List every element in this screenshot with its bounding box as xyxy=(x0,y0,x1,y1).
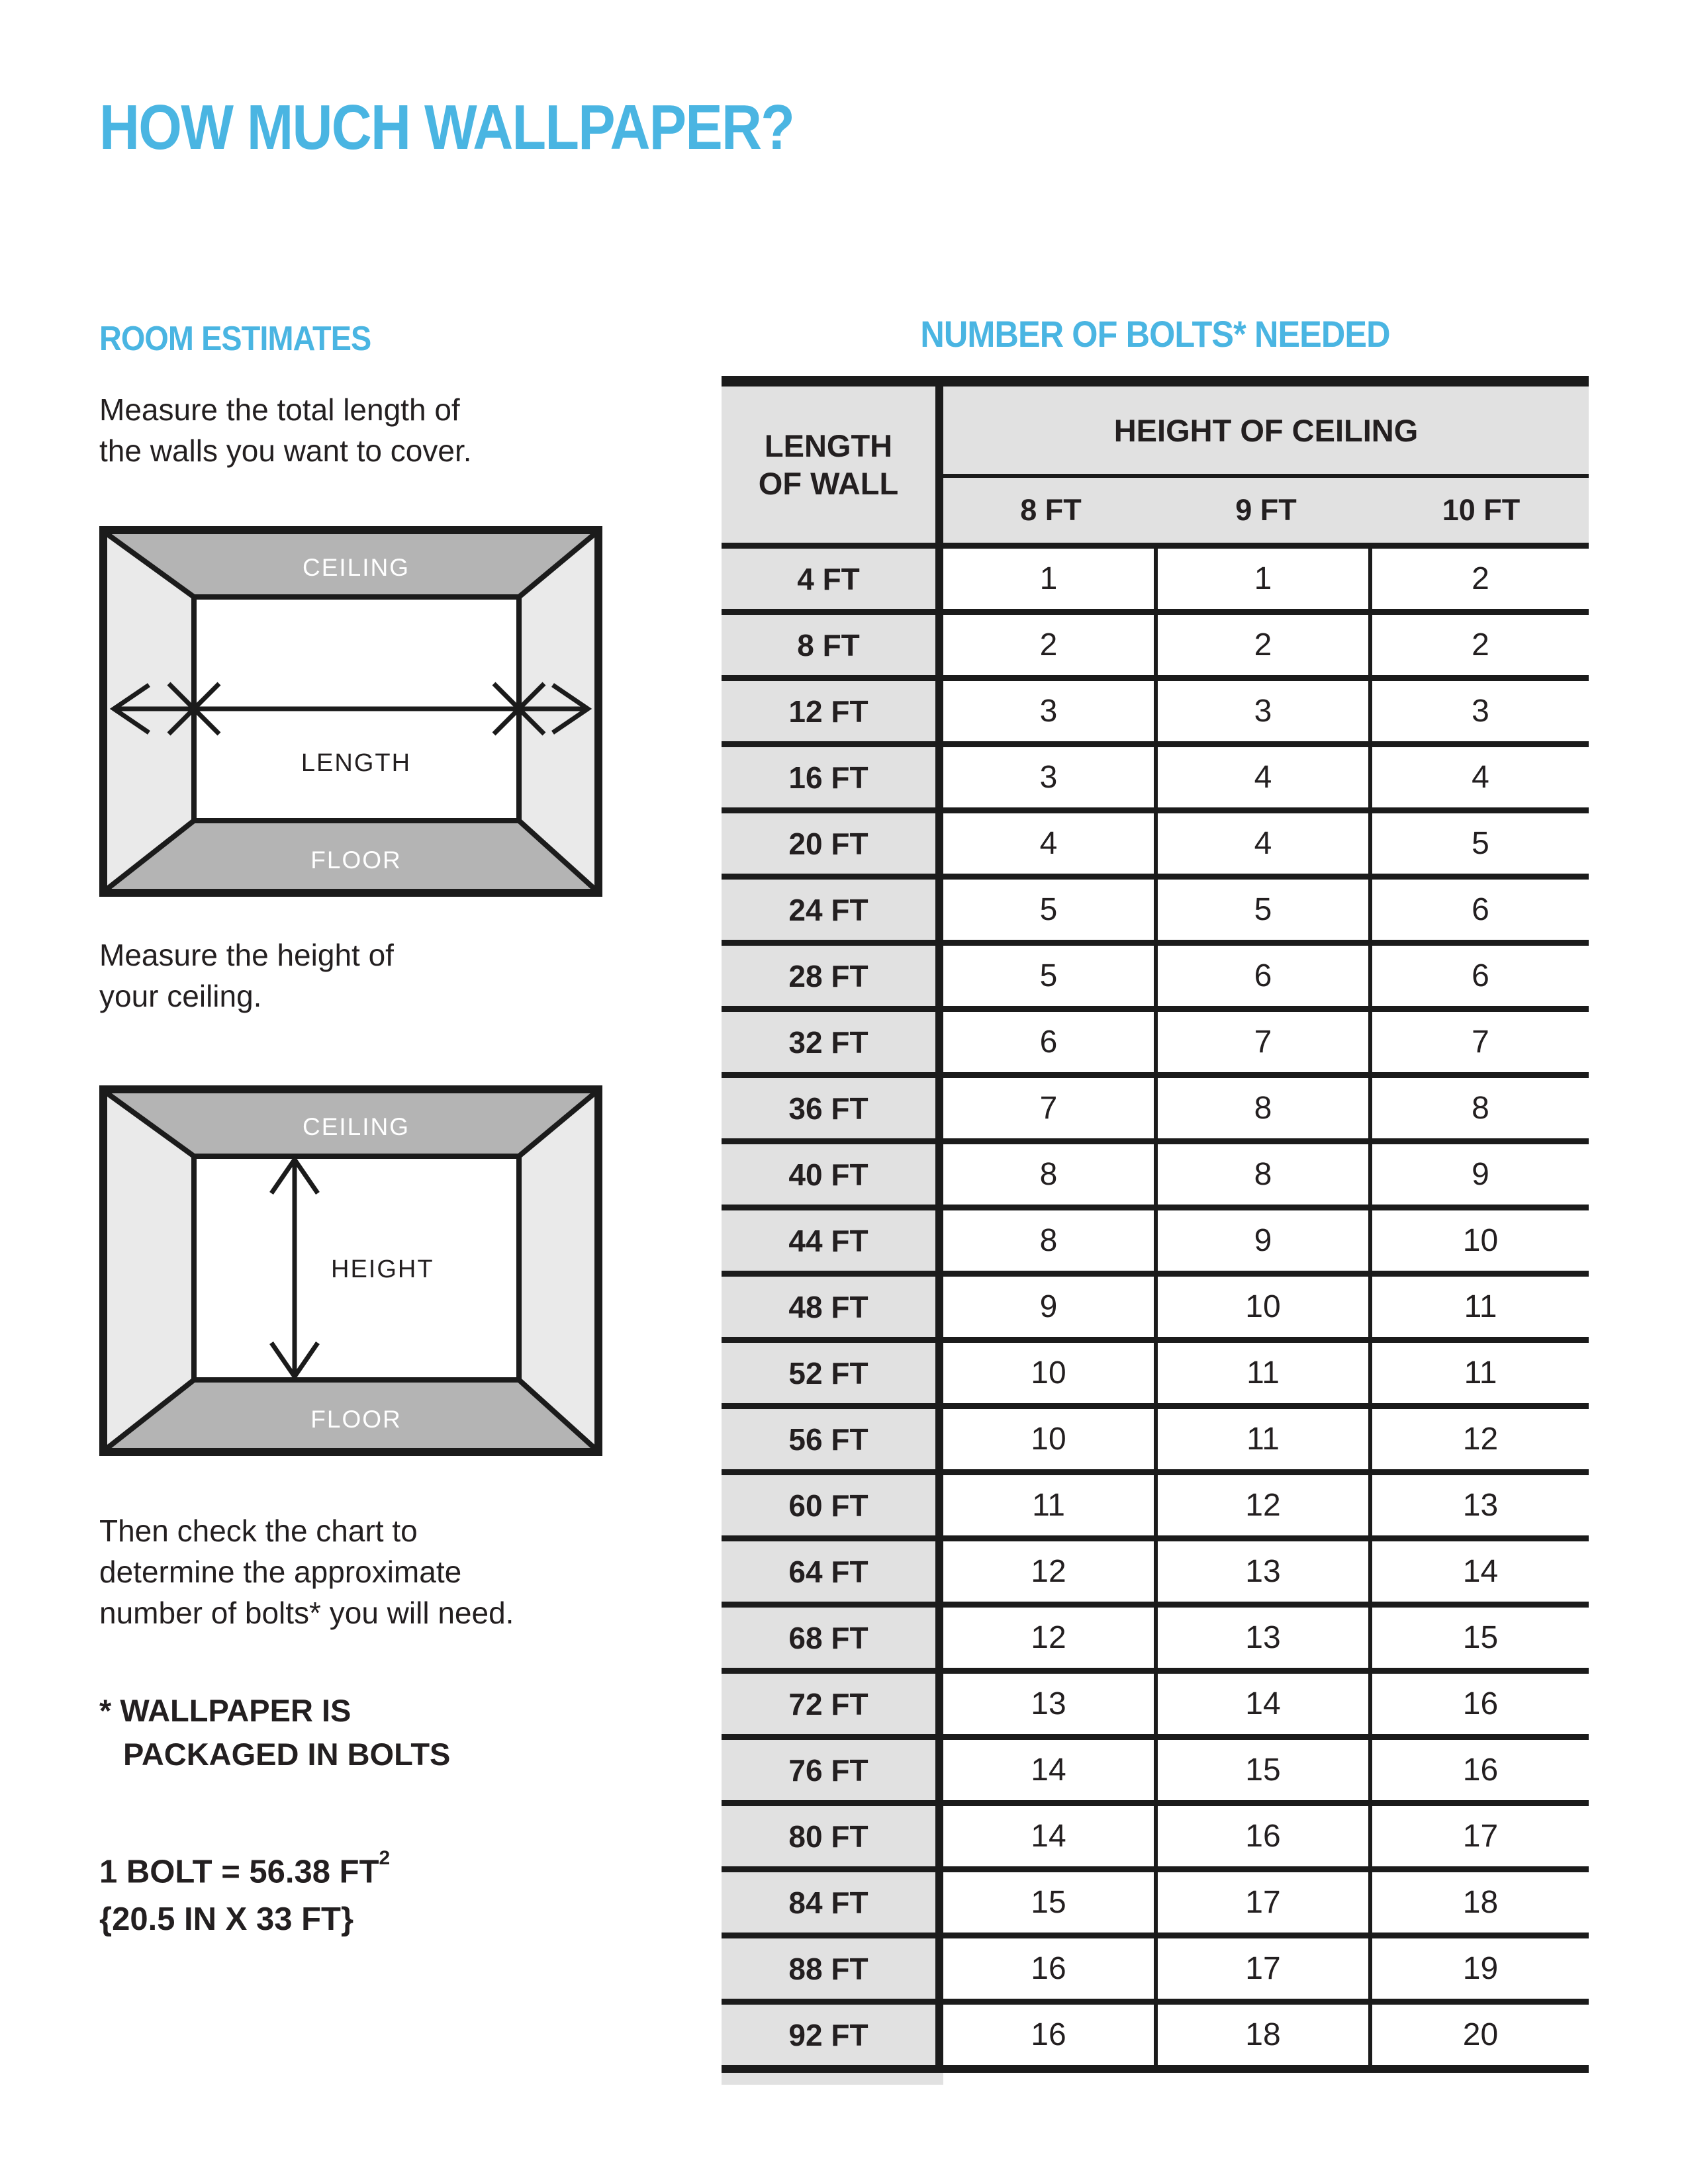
row-value: 7 xyxy=(943,1078,1158,1138)
row-value: 20 xyxy=(1462,2017,1499,2052)
row-length-label: 8 FT xyxy=(722,615,943,675)
row-length-label: 76 FT xyxy=(722,1740,943,1800)
row-value: 17 xyxy=(1462,1819,1499,1854)
row-value: 14 xyxy=(943,1806,1158,1866)
row-value: 1 xyxy=(1158,549,1372,609)
row-value: 3 xyxy=(943,747,1158,807)
row-value: 18 xyxy=(1462,1885,1499,1920)
row-value: 14 xyxy=(1158,1674,1372,1734)
table-row xyxy=(722,1668,1589,1734)
table-row xyxy=(722,609,1589,675)
height-col-10ft: 10 FT xyxy=(1442,493,1521,527)
length-header-line: OF WALL xyxy=(758,466,899,501)
table-row xyxy=(722,1734,1589,1800)
row-value: 7 xyxy=(1158,1012,1372,1072)
row-value: 6 xyxy=(1472,958,1489,993)
row-length-label: 4 FT xyxy=(722,549,943,609)
table-row xyxy=(722,1138,1589,1205)
height-col-9ft: 9 FT xyxy=(1235,493,1297,527)
table-row xyxy=(722,1072,1589,1138)
row-value: 11 xyxy=(1158,1409,1372,1469)
row-value: 17 xyxy=(1158,1938,1372,1999)
row-length-label: 44 FT xyxy=(722,1210,943,1271)
row-length-label: 92 FT xyxy=(722,2005,943,2065)
ceiling-label: CEILING xyxy=(302,554,410,581)
row-value: 13 xyxy=(1158,1608,1372,1668)
row-value: 6 xyxy=(943,1012,1158,1072)
row-value: 4 xyxy=(943,813,1158,874)
row-value: 12 xyxy=(1158,1475,1372,1535)
row-value: 5 xyxy=(1472,826,1489,861)
row-length-label: 28 FT xyxy=(722,946,943,1006)
row-value: 8 xyxy=(943,1144,1158,1205)
bolt-equation-exponent: 2 xyxy=(379,1847,391,1869)
height-of-ceiling-header xyxy=(943,387,1589,543)
row-length-label: 32 FT xyxy=(722,1012,943,1072)
table-row xyxy=(722,1469,1589,1535)
room-length-diagram xyxy=(99,526,602,897)
table-row xyxy=(722,1866,1589,1933)
row-value: 1 xyxy=(943,549,1158,609)
row-value: 2 xyxy=(1158,615,1372,675)
row-length-label: 64 FT xyxy=(722,1541,943,1602)
row-value: 4 xyxy=(1158,747,1372,807)
table-row xyxy=(722,1271,1589,1337)
paragraph-line: determine the approximate xyxy=(99,1555,462,1589)
row-length-label: 56 FT xyxy=(722,1409,943,1469)
row-value: 7 xyxy=(1472,1024,1489,1060)
table-row xyxy=(722,940,1589,1006)
table-bottom-bar xyxy=(722,2065,1589,2073)
row-value: 8 xyxy=(943,1210,1158,1271)
paragraph-line: Measure the total length of xyxy=(99,392,460,427)
row-length-label: 68 FT xyxy=(722,1608,943,1668)
row-length-label: 72 FT xyxy=(722,1674,943,1734)
check-chart-paragraph xyxy=(99,1510,514,1633)
measure-length-paragraph xyxy=(99,389,472,471)
table-row xyxy=(722,1337,1589,1403)
row-length-label: 88 FT xyxy=(722,1938,943,1999)
row-value: 12 xyxy=(943,1541,1158,1602)
bolt-dimensions: {20.5 IN X 33 FT} xyxy=(99,1901,354,1938)
row-value: 10 xyxy=(1158,1277,1372,1337)
row-value: 18 xyxy=(1158,2005,1372,2065)
paragraph-line: the walls you want to cover. xyxy=(99,433,472,468)
row-value: 2 xyxy=(1472,561,1489,596)
row-value: 6 xyxy=(1472,892,1489,927)
row-value: 8 xyxy=(1472,1091,1489,1126)
row-value: 14 xyxy=(943,1740,1158,1800)
paragraph-line: Measure the height of xyxy=(99,938,394,972)
table-row xyxy=(722,1006,1589,1072)
bolts-footnote xyxy=(99,1689,450,1776)
row-value: 8 xyxy=(1158,1078,1372,1138)
row-value: 17 xyxy=(1158,1872,1372,1933)
row-length-label: 24 FT xyxy=(722,880,943,940)
row-value: 15 xyxy=(943,1872,1158,1933)
row-length-label: 52 FT xyxy=(722,1343,943,1403)
table-row xyxy=(722,1602,1589,1668)
table-row xyxy=(722,543,1589,609)
footnote-line: PACKAGED IN BOLTS xyxy=(123,1737,451,1772)
height-dimension-label: HEIGHT xyxy=(331,1255,434,1283)
row-value: 19 xyxy=(1462,1951,1499,1986)
length-header-line: LENGTH xyxy=(764,428,893,463)
measure-height-paragraph xyxy=(99,934,394,1017)
row-value: 14 xyxy=(1462,1554,1499,1589)
row-value: 12 xyxy=(943,1608,1158,1668)
table-row xyxy=(722,1403,1589,1469)
row-value: 2 xyxy=(1472,627,1489,662)
bolt-definition xyxy=(99,1835,390,1943)
row-value: 16 xyxy=(1462,1752,1499,1788)
row-value: 2 xyxy=(943,615,1158,675)
row-value: 16 xyxy=(1462,1686,1499,1721)
floor-label: FLOOR xyxy=(310,846,402,874)
row-value: 9 xyxy=(1472,1157,1489,1192)
row-value: 5 xyxy=(943,880,1158,940)
row-value: 5 xyxy=(943,946,1158,1006)
table-header xyxy=(722,387,1589,543)
row-value: 16 xyxy=(943,1938,1158,1999)
row-value: 6 xyxy=(1158,946,1372,1006)
row-length-label: 40 FT xyxy=(722,1144,943,1205)
row-length-label: 48 FT xyxy=(722,1277,943,1337)
row-length-label: 36 FT xyxy=(722,1078,943,1138)
paragraph-line: Then check the chart to xyxy=(99,1514,418,1548)
row-value: 16 xyxy=(1158,1806,1372,1866)
row-value: 10 xyxy=(1462,1223,1499,1258)
row-value: 13 xyxy=(943,1674,1158,1734)
room-estimates-heading: ROOM ESTIMATES xyxy=(99,320,371,358)
row-value: 3 xyxy=(1158,681,1372,741)
table-row xyxy=(722,1800,1589,1866)
row-value: 3 xyxy=(1472,694,1489,729)
row-value: 4 xyxy=(1158,813,1372,874)
row-length-label: 16 FT xyxy=(722,747,943,807)
row-value: 12 xyxy=(1462,1422,1499,1457)
table-row xyxy=(722,1535,1589,1602)
bolt-equation xyxy=(99,1835,390,1895)
table-top-bar xyxy=(722,376,1589,387)
height-columns-row xyxy=(943,478,1589,543)
row-value: 10 xyxy=(943,1409,1158,1469)
row-value: 11 xyxy=(1464,1355,1497,1390)
row-value: 10 xyxy=(943,1343,1158,1403)
table-row xyxy=(722,1999,1589,2065)
length-dimension-label: LENGTH xyxy=(301,749,412,777)
table-gray-stub xyxy=(722,2073,943,2085)
row-length-label: 84 FT xyxy=(722,1872,943,1933)
row-value: 11 xyxy=(1158,1343,1372,1403)
table-row xyxy=(722,874,1589,940)
table-body xyxy=(722,543,1589,2065)
bolt-equation-text: 1 BOLT = 56.38 FT xyxy=(99,1854,379,1890)
row-value: 15 xyxy=(1158,1740,1372,1800)
table-row xyxy=(722,1933,1589,1999)
table-row xyxy=(722,1205,1589,1271)
row-value: 13 xyxy=(1158,1541,1372,1602)
height-of-ceiling-label: HEIGHT OF CEILING xyxy=(943,387,1589,478)
paragraph-line: your ceiling. xyxy=(99,979,262,1013)
table-row xyxy=(722,807,1589,874)
row-length-label: 60 FT xyxy=(722,1475,943,1535)
length-of-wall-header xyxy=(722,387,943,543)
table-row xyxy=(722,675,1589,741)
row-value: 13 xyxy=(1462,1488,1499,1523)
row-value: 15 xyxy=(1462,1620,1499,1655)
paragraph-line: number of bolts* you will need. xyxy=(99,1596,514,1630)
row-value: 9 xyxy=(943,1277,1158,1337)
row-value: 9 xyxy=(1158,1210,1372,1271)
row-value: 5 xyxy=(1158,880,1372,940)
floor-label: FLOOR xyxy=(310,1406,402,1433)
row-length-label: 20 FT xyxy=(722,813,943,874)
table-row xyxy=(722,741,1589,807)
row-value: 11 xyxy=(943,1475,1158,1535)
page-title: HOW MUCH WALLPAPER? xyxy=(99,92,794,163)
row-length-label: 12 FT xyxy=(722,681,943,741)
bolts-table xyxy=(722,376,1589,2085)
row-value: 11 xyxy=(1464,1289,1497,1324)
row-value: 4 xyxy=(1472,760,1489,795)
ceiling-label: CEILING xyxy=(302,1113,410,1140)
row-length-label: 80 FT xyxy=(722,1806,943,1866)
footnote-line: * WALLPAPER IS xyxy=(99,1693,352,1728)
bolts-needed-heading: NUMBER OF BOLTS* NEEDED xyxy=(920,313,1390,355)
row-value: 16 xyxy=(943,2005,1158,2065)
row-value: 3 xyxy=(943,681,1158,741)
height-col-8ft: 8 FT xyxy=(1020,493,1082,527)
room-height-diagram xyxy=(99,1085,602,1456)
row-value: 8 xyxy=(1158,1144,1372,1205)
